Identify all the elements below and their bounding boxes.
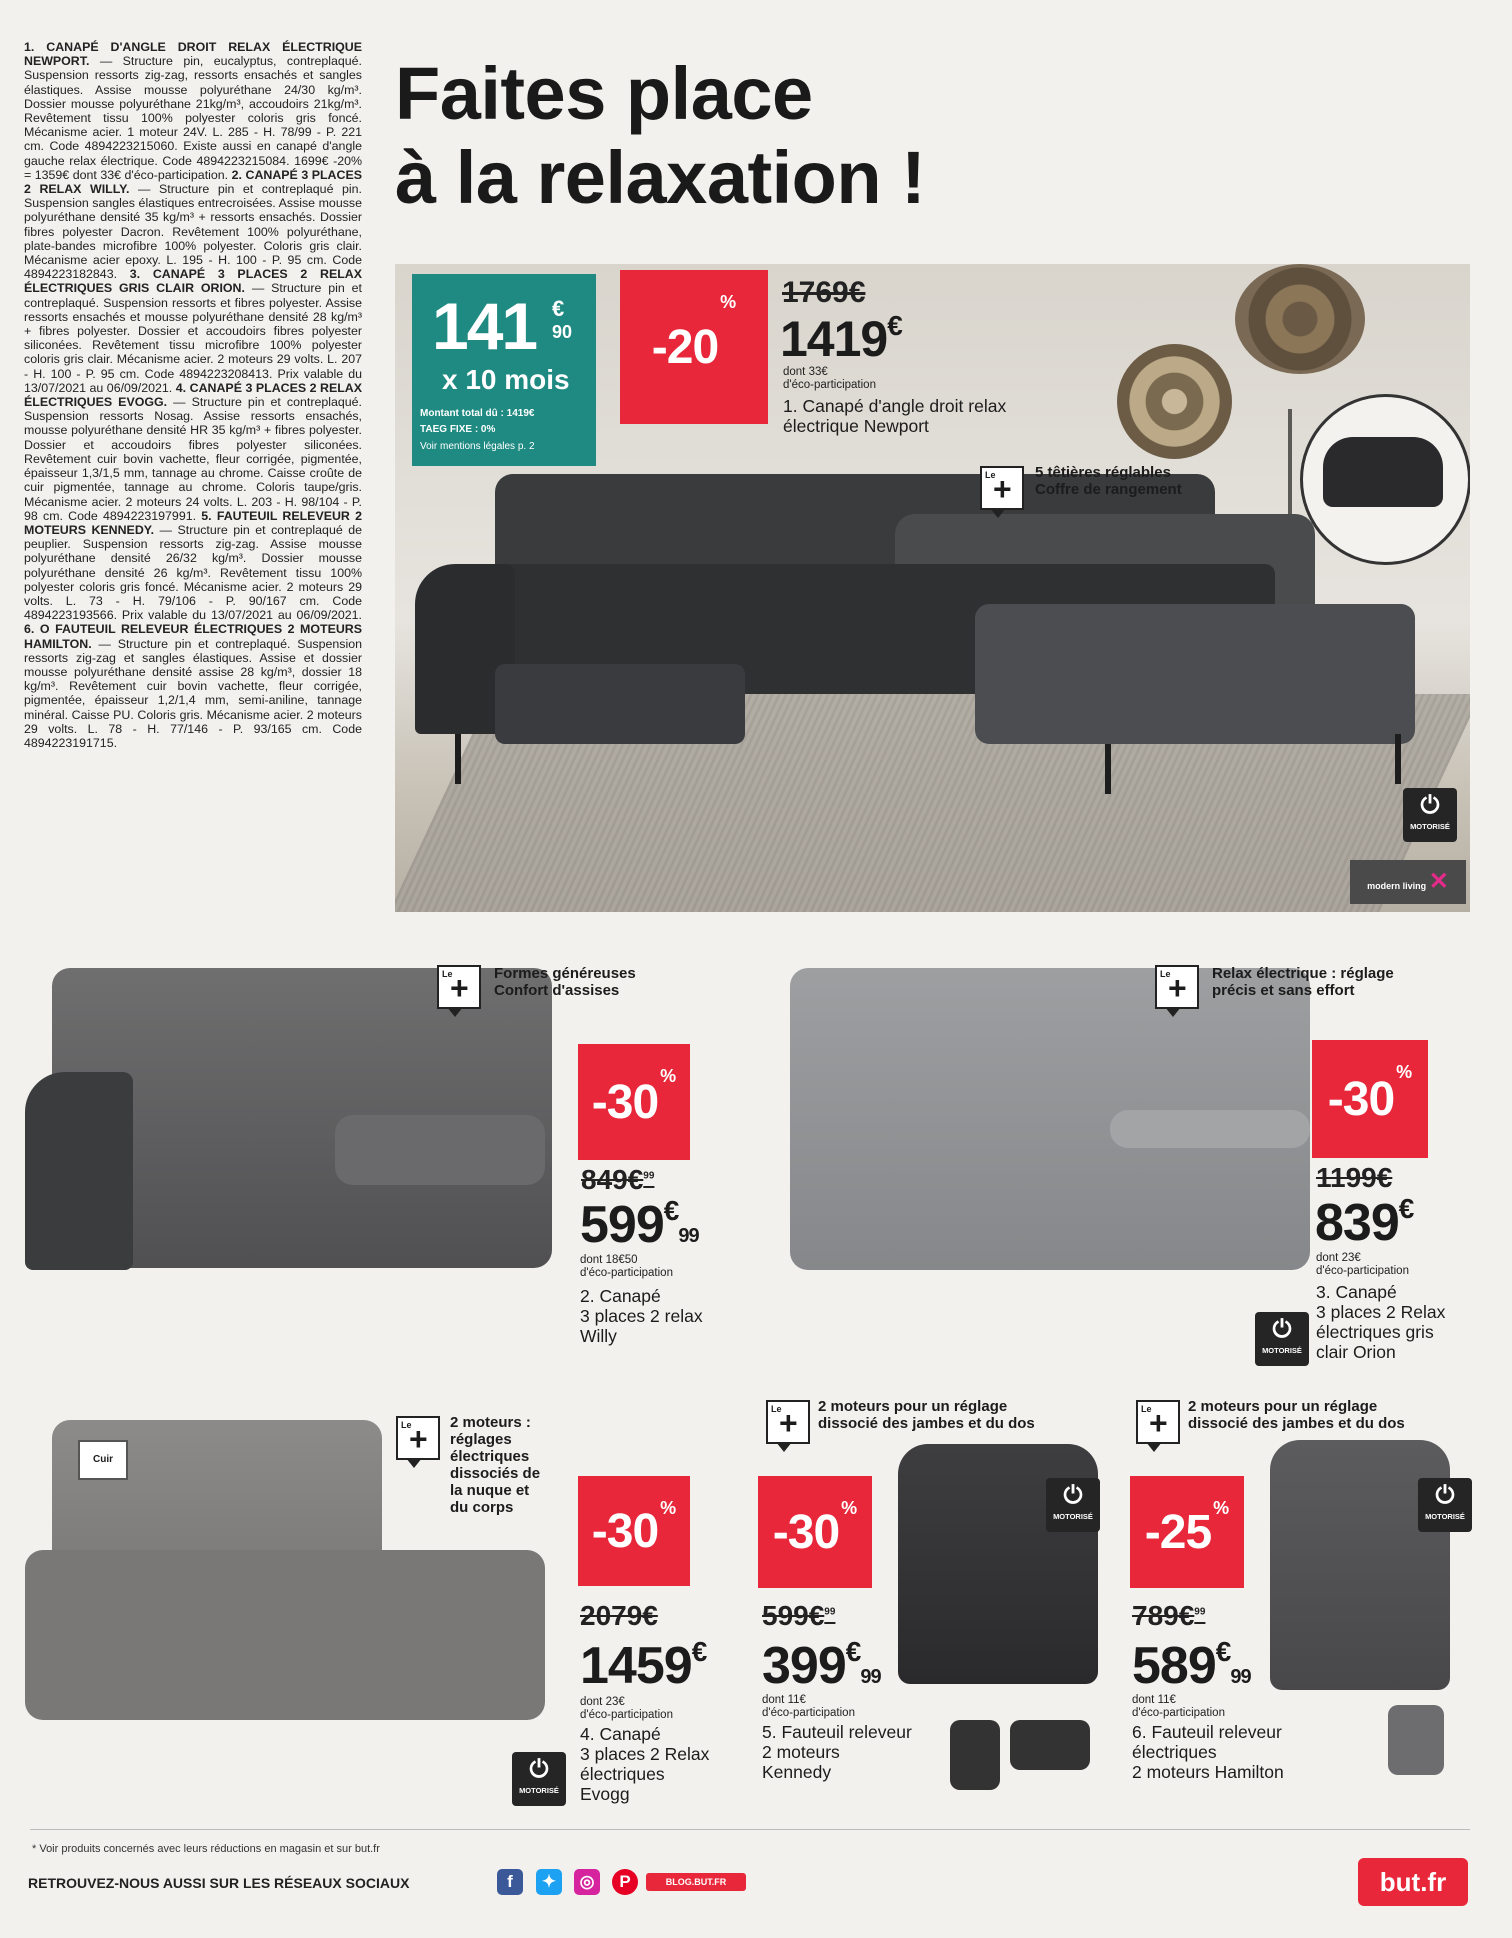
callout-line: du corps xyxy=(450,1499,514,1516)
product-name-line: électriques xyxy=(580,1764,665,1784)
callout-line: dissocié des jambes et du dos xyxy=(1188,1415,1405,1432)
sofa-leg xyxy=(1395,734,1401,784)
le-text: Le xyxy=(985,470,996,480)
new-price-value: 1419 xyxy=(780,311,888,367)
motorise-badge xyxy=(1046,1478,1100,1532)
finance-cents: 90 xyxy=(552,322,573,342)
finance-box xyxy=(412,274,596,466)
finance-currency: € xyxy=(552,296,565,321)
callout-line: électriques xyxy=(450,1448,530,1465)
spec-body: Structure pin et contreplaqué de peuplier. Suspension ressorts zig-zag. Assise mousse polyuréthane densité 26/32 kg/m³. Dossier mousse polyuréthane densité 26 kg/m³. Revêtement tissu 100% polyester coloris gris foncé. Mécanisme acier. 2 moteurs 29 volts. L. 73 - H. 79/106 - P. 90/167 cm. Code 4894223193566. Prix valable du 13/07/2021 au 06/09/2021. xyxy=(24,522,362,623)
callout-line: 2 moteurs pour un réglage xyxy=(1188,1398,1378,1415)
le-plus-icon xyxy=(1136,1400,1180,1444)
le-text: Le xyxy=(401,1420,412,1430)
old-price: 1199€ xyxy=(1316,1162,1393,1193)
currency: € xyxy=(887,310,902,341)
product-name-line: 2 moteurs Hamilton xyxy=(1132,1762,1284,1782)
product-name xyxy=(1132,1722,1284,1782)
eco-line: dont 11€ xyxy=(1132,1694,1176,1706)
sofa-recliner xyxy=(335,1115,545,1185)
but-logo[interactable]: but.fr xyxy=(1358,1858,1468,1906)
discount-badge xyxy=(1130,1476,1244,1588)
chair-position-thumb xyxy=(950,1720,1000,1790)
currency: € xyxy=(691,1636,707,1667)
product-callout xyxy=(450,1414,540,1516)
product-callout xyxy=(818,1398,1035,1432)
new-cents: 99 xyxy=(678,1225,699,1247)
le-text: Le xyxy=(1160,969,1171,979)
sofa-chaise xyxy=(975,604,1415,744)
badge-label: MOTORISÉ xyxy=(1262,1346,1302,1355)
sofa-recliner xyxy=(1110,1110,1310,1148)
eco-line: d'éco-participation xyxy=(580,1267,673,1279)
spec-title: FAUTEUIL RELEVEUR 2 MOTEURS KENNEDY. xyxy=(24,508,362,537)
callout-line: la nuque et xyxy=(450,1482,530,1499)
spec-body: Structure pin et contreplaqué. Suspension ressorts Nosag. Assise ressorts ensachés, mousse polyuréthane densité HR 35 kg/m³ + fibres polyester. Dossier et accoudoirs fibres polyester siliconées. Revêtement cuir bovin vachette, fleur corrigée, pigmentée, épaisseur 1,3/1,5 mm, tannage au chrome. Caisse croûte de cuir pigmentée, tannage au chrome. Coloris taupe/gris. Mécanisme acier. 2 moteurs 24 volts. L. 203 - H. 98/104 - P. 98 cm. Code 4894223197991. xyxy=(24,395,362,523)
discount-badge xyxy=(1312,1040,1428,1158)
new-price xyxy=(580,1636,706,1696)
spec-number: 2. xyxy=(231,167,242,182)
discount-badge xyxy=(620,270,768,424)
old-price xyxy=(762,1600,835,1632)
callout-line: Formes généreuses xyxy=(494,965,636,982)
spec-number: 4. xyxy=(175,380,187,395)
footer-note: * Voir produits concernés avec leurs réductions en magasin et sur but.fr xyxy=(32,1843,380,1855)
discount-value: -25 xyxy=(1144,1505,1212,1559)
sofa-arm xyxy=(25,1072,133,1270)
new-cents: 99 xyxy=(1230,1666,1251,1688)
motorise-badge xyxy=(1418,1478,1472,1532)
spec-body: Structure pin et contreplaqué. Suspension ressorts et fibres polyester. Assise ressorts ensachés et mousse polyuréthane densité 28 kg/m³ + fibres polyester. Dossier et accoudoirs fibres polyester siliconées. Revêtement tissu microfibre 100% polyester coloris gris clair. Mécanisme acier. 2 moteurs 29 volts. L. 207 - H. 100 - P. 95 cm. Code 4894223208413. Prix valable du 13/07/2021 au 06/09/2021. xyxy=(24,281,362,395)
sofa-recliner xyxy=(495,664,745,744)
leather-label: Cuir xyxy=(93,1454,113,1465)
plus-sign: + xyxy=(1149,1405,1168,1441)
le-plus-icon xyxy=(396,1416,440,1460)
spec-title: CANAPÉ 3 PLACES 2 RELAX ÉLECTRIQUES GRIS CLAIR ORION. xyxy=(24,267,362,296)
product-name-line: Kennedy xyxy=(762,1762,832,1782)
old-price-value: 599€ xyxy=(762,1600,825,1631)
product-name xyxy=(1316,1282,1445,1362)
eco-line: d'éco-participation xyxy=(762,1707,855,1719)
currency: € xyxy=(1398,1193,1414,1224)
eco-line: d'éco-participation xyxy=(783,379,876,391)
headline-line-1: Faites place xyxy=(395,52,813,135)
eco-participation xyxy=(783,366,876,392)
new-price-value: 839 xyxy=(1315,1194,1399,1252)
new-price xyxy=(762,1636,881,1696)
hero-callout xyxy=(1035,464,1182,498)
plus-sign: + xyxy=(993,471,1012,507)
spec-title: CANAPÉ 3 PLACES 2 RELAX WILLY. xyxy=(24,167,362,197)
finance-taeg: TAEG FIXE : 0% xyxy=(420,424,496,435)
leather-icon xyxy=(78,1440,128,1480)
eco-line: d'éco-participation xyxy=(1132,1707,1225,1719)
product-name-line: électriques xyxy=(1132,1742,1217,1762)
new-price-value: 589 xyxy=(1132,1637,1216,1695)
badge-label: MOTORISÉ xyxy=(1425,1512,1465,1521)
product-name-line: 3 places 2 Relax xyxy=(580,1744,710,1764)
discount-badge xyxy=(578,1476,690,1586)
old-price-value: 789€ xyxy=(1132,1600,1195,1631)
product-name-line: électrique Newport xyxy=(783,416,929,436)
percent-sign: % xyxy=(1396,1062,1413,1082)
spec-column xyxy=(24,40,362,750)
callout-line: dissocié des jambes et du dos xyxy=(818,1415,1035,1432)
page-headline xyxy=(395,52,1135,220)
le-plus-icon xyxy=(766,1400,810,1444)
spec-number: 6. xyxy=(24,622,35,637)
new-price-value: 399 xyxy=(762,1637,846,1695)
product-name-line: 1. Canapé d'angle droit relax xyxy=(783,396,1007,416)
product-name-line: Evogg xyxy=(580,1784,630,1804)
twitter-icon[interactable]: ✦ xyxy=(536,1869,562,1895)
currency: € xyxy=(663,1195,679,1226)
product-name-line: 2 moteurs xyxy=(762,1742,840,1762)
product-name-line: clair Orion xyxy=(1316,1342,1396,1362)
discount-value: -30 xyxy=(591,1504,659,1558)
callout-line: 2 moteurs : xyxy=(450,1414,531,1431)
product-callout xyxy=(494,965,636,999)
discount-badge xyxy=(758,1476,872,1588)
eco-line: d'éco-participation xyxy=(1316,1265,1409,1277)
wall-plate-decor xyxy=(1117,344,1232,459)
product-name-line: 5. Fauteuil releveur xyxy=(762,1722,912,1742)
eco-line: dont 23€ xyxy=(580,1696,625,1708)
badge-label: MOTORISÉ xyxy=(1053,1512,1093,1521)
callout-line: Relax électrique : réglage xyxy=(1212,965,1394,982)
discount-value: -20 xyxy=(651,320,719,374)
old-price xyxy=(1132,1600,1205,1632)
spec-body: Structure pin et contreplaqué pin. Suspension sangles élastiques entrecroisées. Assise mousse polyuréthane densité 35 kg/m³ + ressorts ensachés. Dossier fibres polyester Dacron. Revêtement 100% polyuréthane, plate-bandes microfibre 100% polyester. Coloris gris clair. Mécanisme acier epoxy. L. 195 - H. 100 - P. 95 cm. Code 4894223182843. xyxy=(24,182,362,282)
le-text: Le xyxy=(771,1404,782,1414)
eco-participation xyxy=(580,1696,673,1722)
eco-participation xyxy=(762,1694,855,1720)
sofa-seat xyxy=(25,1550,545,1720)
old-price: 2079€ xyxy=(580,1600,658,1631)
le-plus-icon xyxy=(437,965,481,1009)
brand-x-icon: ✕ xyxy=(1428,868,1449,895)
spec-title: CANAPÉ D'ANGLE DROIT RELAX ÉLECTRIQUE NEWPORT. xyxy=(24,40,362,69)
plug-icon: ⏻ xyxy=(1272,1316,1292,1343)
plug-icon: ⏻ xyxy=(1420,792,1440,819)
headline-line-2: à la relaxation ! xyxy=(395,136,926,219)
finance-total: Montant total dû : 1419€ xyxy=(420,408,535,419)
plug-icon: ⏻ xyxy=(1063,1482,1083,1509)
storage-detail-inset xyxy=(1300,394,1470,565)
motorise-badge xyxy=(1403,788,1457,842)
product-name xyxy=(580,1286,703,1346)
old-price: 1769€ xyxy=(782,276,866,309)
product-name-line: 3. Canapé xyxy=(1316,1282,1397,1302)
percent-sign: % xyxy=(660,1498,677,1518)
percent-sign: % xyxy=(841,1498,858,1518)
spec-number: 1. xyxy=(24,40,35,54)
callout-line: dissociés de xyxy=(450,1465,541,1482)
wall-plate-decor xyxy=(1235,264,1365,374)
spec-title: CANAPÉ 3 PLACES 2 RELAX ÉLECTRIQUES EVOGG. xyxy=(24,380,363,410)
product-name xyxy=(580,1724,709,1804)
plug-icon: ⏻ xyxy=(529,1756,549,1783)
footer-divider xyxy=(30,1829,1470,1830)
sofa-leg xyxy=(1105,744,1111,794)
spec-text: 1. CANAPÉ D'ANGLE DROIT RELAX ÉLECTRIQUE NEWPORT. — Structure pin, eucalyptus, contreplaqué. Suspension ressorts zig-zag, ressorts ensachés et sangles élastiques. Assise mousse polyuréthane 24/30 kg/m³. Dossier mousse polyuréthane 21kg/m³, accoudoirs 21kg/m³. Revêtement tissu 100% polyester coloris gris foncé. Mécanisme acier. 1 moteur 24V. L. 285 - H. 78/99 - P. 221 cm. Code 4894223215060. Existe aussi en canapé d'angle gauche relax électrique. Code 4894223215084. 1699€ -20% = 1359€ dont 33€ d'éco-participation. 2. CANAPÉ 3 PLACES 2 RELAX WILLY. — Structure pin et contreplaqué pin. Suspension sangles élastiques entrecroisées. Assise mousse polyuréthane densité 35 kg/m³ + ressorts ensachés. Dossier fibres polyester Dacron. Revêtement 100% polyuréthane, plate-bandes microfibre 100% polyester. Coloris gris clair. Mécanisme acier epoxy. L. 195 - H. 100 - P. 95 cm. Code 4894223182843. 3. CANAPÉ 3 PLACES 2 RELAX ÉLECTRIQUES GRIS CLAIR ORION. — Structure pin et contreplaqué. Suspension ressorts et fibres polyester. Assise ressorts ensachés et mousse polyuréthane densité 28 kg/m³ + fibres polyester. Dossier et accoudoirs fibres polyester siliconées. Revêtement tissu microfibre 100% polyester coloris gris clair. Mécanisme acier. 2 moteurs 29 volts. L. 207 - H. 100 - P. 95 cm. Code 4894223208413. Prix valable du 13/07/2021 au 06/09/2021. 4. CANAPÉ 3 PLACES 2 RELAX ÉLECTRIQUES EVOGG. — Structure pin et contreplaqué. Suspension ressorts Nosag. Assise ressorts ensachés, mousse polyuréthane densité HR 35 kg/m³ + fibres polyester. Dossier et accoudoirs fibres polyester siliconées. Revêtement cuir bovin vachette, fleur corrigée, pigmentée, épaisseur 1,3/1,5 mm, tannage au chrome. Caisse croûte de cuir pigmentée, tannage au chrome. Coloris taupe/gris. Mécanisme acier. 2 moteurs 24 volts. L. 203 - H. 98/104 - P. 98 cm. Code 4894223197991. 5. FAUTEUIL RELEVEUR 2 MOTEURS KENNEDY. — Structure pin et contreplaqué de peuplier. Suspension ressorts zig-zag. Assise mousse polyuréthane densité 26/32 kg/m³. Dossier mousse polyuréthane densité 26 kg/m³. Revêtement tissu 100% polyester coloris gris foncé. Mécanisme acier. 2 moteurs 29 volts. L. 73 - H. 79/106 - P. 90/167 cm. Code 4894223193566. Prix valable du 13/07/2021 au 06/09/2021. 6. O FAUTEUIL RELEVEUR ÉLECTRIQUES 2 MOTEURS HAMILTON. — Structure pin et contreplaqué. Suspension ressorts zig-zag et sangles élastiques. Assise et dossier mousse polyuréthane densité assise 28 kg/m³, dossier 18 kg/m³. Revêtement cuir bovin vachette, fleur corrigée, pigmentée, épaisseur 1,2/1,4 mm, semi-aniline, tannage minéral. Caisse PU. Coloris gris. Mécanisme acier. 2 moteurs 29 volts. L. 78 - H. 77/146 - P. 93/165 cm. Code 4894223191715. xyxy=(24,40,363,750)
product-name xyxy=(762,1722,912,1782)
eco-line: dont 33€ xyxy=(783,366,828,378)
percent-sign: % xyxy=(660,1066,677,1086)
brand-label xyxy=(1350,860,1466,904)
product-name-line: Willy xyxy=(580,1326,617,1346)
instagram-icon[interactable]: ◎ xyxy=(574,1869,600,1895)
chair-position-thumb xyxy=(1388,1705,1444,1775)
eco-line: dont 18€50 xyxy=(580,1254,638,1266)
old-cents: 99 xyxy=(643,1170,655,1182)
percent-sign: % xyxy=(720,292,737,312)
spec-title: O FAUTEUIL RELEVEUR ÉLECTRIQUES 2 MOTEURS HAMILTON. xyxy=(24,622,362,651)
blog-link[interactable]: BLOG.BUT.FR xyxy=(646,1873,746,1891)
eco-line: dont 23€ xyxy=(1316,1252,1361,1264)
plus-sign: + xyxy=(779,1405,798,1441)
currency: € xyxy=(845,1636,861,1667)
pinterest-icon[interactable]: P xyxy=(612,1869,638,1895)
callout-line: Coffre de rangement xyxy=(1035,481,1182,498)
spec-number: 3. xyxy=(129,267,141,282)
sofa-leg xyxy=(455,734,461,784)
discount-value: -30 xyxy=(591,1075,659,1129)
currency: € xyxy=(1215,1636,1231,1667)
new-price xyxy=(780,310,902,368)
old-cents: 99 xyxy=(824,1606,836,1618)
eco-line: dont 11€ xyxy=(762,1694,806,1706)
new-price-value: 1459 xyxy=(580,1637,692,1695)
plus-sign: + xyxy=(450,970,469,1006)
le-plus-icon xyxy=(1155,965,1199,1009)
new-cents: 99 xyxy=(860,1666,881,1688)
plus-sign: + xyxy=(409,1421,428,1457)
spec-body: Structure pin et contreplaqué. Suspension ressorts zig-zag et sangles élastiques. Assise et dossier mousse polyuréthane densité assise 28 kg/m³, dossier 18 kg/m³. Revêtement cuir bovin vachette, fleur corrigée, pigmentée, épaisseur 1,2/1,4 mm, semi-aniline, tannage minéral. Caisse PU. Coloris gris. Mécanisme acier. 2 moteurs 29 volts. L. 78 - H. 77/146 - P. 93/165 cm. Code 4894223191715. xyxy=(24,636,362,750)
brand-text: modern living xyxy=(1367,881,1427,891)
product-callout xyxy=(1212,965,1394,999)
eco-participation xyxy=(1316,1252,1409,1278)
discount-value: -30 xyxy=(772,1505,840,1559)
product-name-line: 3 places 2 relax xyxy=(580,1306,703,1326)
product-name xyxy=(783,396,1006,436)
callout-line: réglages xyxy=(450,1431,512,1448)
spec-number: 5. xyxy=(201,508,212,523)
facebook-icon[interactable]: f xyxy=(497,1869,523,1895)
eco-participation xyxy=(1132,1694,1225,1720)
callout-line: précis et sans effort xyxy=(1212,982,1355,999)
plus-sign: + xyxy=(1168,970,1187,1006)
finance-legal: Voir mentions légales p. 2 xyxy=(420,441,535,452)
spec-body: Structure pin, eucalyptus, contreplaqué. Suspension ressorts zig-zag, ressorts ensachés et sangles élastiques. Assise mousse polyuréthane 24/30 kg/m³. Dossier mousse polyuréthane 21kg/m³, accoudoirs 21kg/m³. Revêtement tissu 100% polyester coloris gris foncé. Mécanisme acier. 1 moteur 24V. L. 285 - H. 78/99 - P. 221 cm. Code 4894223215060. Existe aussi en canapé d'angle gauche relax électrique. Code 4894223215084. 1699€ -20% = 1359€ dont 33€ d'éco-participation. xyxy=(24,54,362,182)
callout-line: 5 têtières réglables xyxy=(1035,464,1171,481)
plug-icon: ⏻ xyxy=(1435,1482,1455,1509)
finance-term: x 10 mois xyxy=(442,364,570,395)
new-price xyxy=(1315,1193,1413,1253)
le-text: Le xyxy=(1141,1404,1152,1414)
motorise-badge xyxy=(512,1752,566,1806)
old-cents: 99 xyxy=(1194,1606,1206,1618)
le-text: Le xyxy=(442,969,453,979)
discount-value: -30 xyxy=(1327,1072,1395,1126)
discount-badge xyxy=(578,1044,690,1160)
new-price xyxy=(580,1195,699,1255)
badge-label: MOTORISÉ xyxy=(519,1786,559,1795)
finance-amount: 141 xyxy=(432,289,537,363)
product-name-line: 3 places 2 Relax xyxy=(1316,1302,1446,1322)
product-callout xyxy=(1188,1398,1405,1432)
product-name-line: électriques gris xyxy=(1316,1322,1434,1342)
callout-line: 2 moteurs pour un réglage xyxy=(818,1398,1008,1415)
badge-label: MOTORISÉ xyxy=(1410,822,1450,831)
old-price-value: 849€ xyxy=(581,1164,644,1195)
percent-sign: % xyxy=(1213,1498,1230,1518)
chair-position-thumb xyxy=(1010,1720,1090,1770)
new-price xyxy=(1132,1636,1251,1696)
eco-line: d'éco-participation xyxy=(580,1709,673,1721)
old-price xyxy=(581,1164,654,1196)
le-plus-icon xyxy=(980,466,1024,510)
social-text: RETROUVEZ-NOUS AUSSI SUR LES RÉSEAUX SOCIAUX xyxy=(28,1875,410,1891)
product-name-line: 6. Fauteuil releveur xyxy=(1132,1722,1282,1742)
product-name-line: 2. Canapé xyxy=(580,1286,661,1306)
motorise-badge xyxy=(1255,1312,1309,1366)
new-price-value: 599 xyxy=(580,1196,664,1254)
eco-participation xyxy=(580,1254,673,1280)
callout-line: Confort d'assises xyxy=(494,982,620,999)
product-name-line: 4. Canapé xyxy=(580,1724,661,1744)
